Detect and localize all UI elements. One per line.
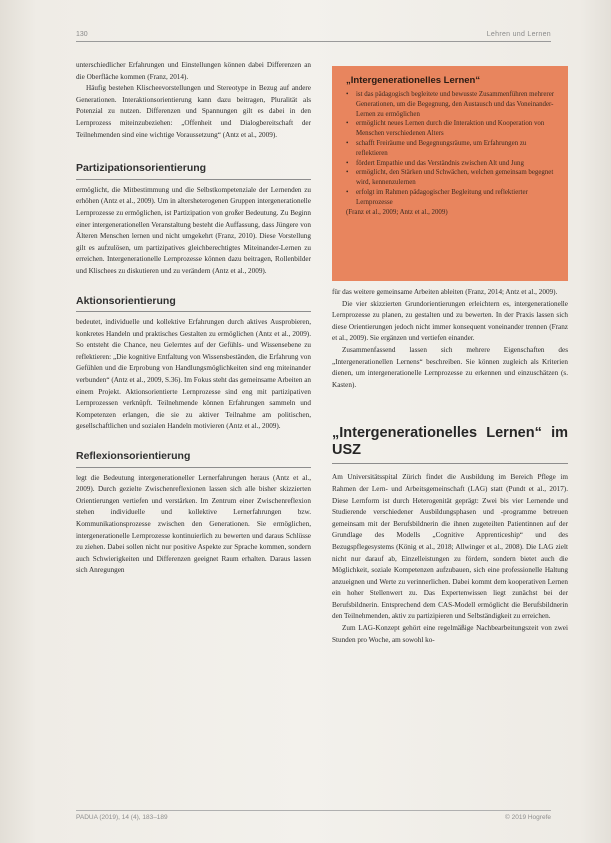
heading-underline (332, 463, 568, 464)
box-list-item: • ermöglicht, den Stärken und Schwächen, welchen gemeinsam begegnet wird, kennenzulernen (346, 168, 558, 188)
paragraph: legt die Bedeutung intergenerationeller Lernerfahrungen heraus (Antz et al., 2009). Durch gezielte Zwischenreflexionen lassen sich alle bisher skizzierten Orientierungen vertiefen und verstärken. Im Zentrum einer Zwischenreflexion stehen individuelle und kollektive Lernerfahrungen bzw. Kommunikationsprozesse zwischen den Generationen. Sie ermöglichen, intergenerationelle Lernprozesse kontinuierlich zu bewerten und daraus Schlüsse zu ziehen. Dabei sollen nicht nur positive Aspekte zur Sprache kommen, sondern auch Schwierigkeiten und Differenzen geeignet Raum erhalten. Daraus lassen sich Anregungen (76, 473, 311, 575)
footer-publisher: © 2019 Hogrefe (505, 814, 551, 821)
paragraph: Häufig bestehen Klischeevorstellungen und Stereotype in Bezug auf andere Generationen. Interaktionsorientierung kann dazu beitragen, Pluralität als Potenzial zu nutzen. Differenzen und Spannungen gilt es dabei in den Lernprozess miteinzubeziehen: „Offenheit und Dialogbereitschaft der Teilnehmenden sind eine wichtige Voraussetzung“ (Antz et al., 2009). (76, 84, 311, 139)
definition-box (332, 66, 568, 281)
right-column (332, 287, 568, 646)
heading-underline (76, 311, 311, 312)
page-number: 130 (76, 31, 88, 38)
heading-underline (76, 179, 311, 180)
section-heading-reflexion: Reflexionsorientierung (76, 450, 191, 463)
header-rule (76, 41, 551, 42)
box-list-item: • fördert Empathie und das Verständnis zwischen Alt und Jung (346, 159, 558, 169)
paragraph: Am Universitätsspital Zürich findet die Ausbildung im Bereich Pflege im Rahmen der Lern- und Arbeitsgemeinschaft (LAG) statt (Pundt et al., 2017). Diese Lernform ist durch Heterogenität geprägt: Zwei bis vier Lernende und Studierende verschiedener Ausbildungsphasen und -programme betreuen gemeinsam mit der Berufsbildnerin die ihnen zugeteilten Patientinnen auf der Grundlage des Modells „Cognitive Apprenticeship“ und des Bezugspflegesystems (König et al., 2018; Allwinger et al., 2008). Die LAG zielt nicht nur darauf ab, Einzelleistungen zu fördern, sondern bietet auch die Möglichkeit, soziale Kompetenzen aufzubauen, sich eine professionelle Haltung anzueignen und Werte zu verinnerlichen. Dabei kommt dem kooperativen Lernen ein hoher Stellenwert zu. Das Expertenwissen liegt zunächst bei der Berufsbildnerin. Entsprechend dem CAS-Modell ermöglicht die Berufsbildnerin den Teilnehmenden, aktiv zu partizipieren und Selbständigkeit zu erreichen. (332, 473, 568, 621)
paragraph: Zusammenfassend lassen sich mehrere Eigenschaften des „Intergenerationellen Lernens“ beschreiben. Sie können zugleich als Kriterien dienen, um intergenerationelle Lernprozesse zu erkennen und einzuschätzen (s. Kasten). (332, 345, 568, 389)
box-list-item: • schafft Freiräume und Begegnungsräume, um Erfahrungen zu reflektieren (346, 139, 558, 159)
section-heading-usz: „Intergenerationelles Lernen“ im USZ (332, 425, 568, 459)
paragraph: unterschiedlicher Erfahrungen und Einstellungen können dabei Differenzen an die Oberfläche kommen (Franz, 2014). (76, 61, 311, 81)
footer-citation: PADUA (2019), 14 (4), 183–189 (76, 814, 168, 821)
section-heading-aktion: Aktionsorientierung (76, 294, 176, 307)
paragraph: für das weitere gemeinsame Arbeiten ableiten (Franz, 2014; Antz et al., 2009). (332, 288, 558, 296)
box-list-item: • erfolgt im Rahmen pädagogischer Begleitung und reflektierter Lernprozesse (346, 188, 558, 208)
heading-underline (76, 467, 311, 468)
footer-rule (76, 810, 551, 811)
paragraph: Die vier skizzierten Grundorientierungen erleichtern es, intergenerationelle Lernprozesse zu planen, zu gestalten und zu bewerten. In der Praxis lassen sich diese Orientierungen jedoch nicht immer konsequent voneinander trennen (Franz et al., 2009). Sie ergänzen und vertiefen einander. (332, 299, 568, 343)
paragraph: ermöglicht, die Mitbestimmung und die Selbstkompetenziale der Lernenden zu erhöhen (Antz et al., 2009). Um in altersheterogenen Gruppen intergenerationelle Lernprozesse zu ermöglichen, ist Partizipation von großer Bedeutung. Zu Beginn einer intergenerationellen Veranstaltung besteht die Auffassung, dass Jüngere von Älteren Menschen lernen und nicht umgekehrt (Franz, 2010). Diese Vorstellung gilt es aufzulösen, um partizipatives gleichberechtigtes Miteinander-Lernen zu erreichen. Intergenerationelle Lernprozesse können dazu beitragen, Rollenbilder und Klischees zu diskutieren und zu verändern (Antz et al., 2009). (76, 185, 311, 275)
box-title: „Intergenerationelles Lernen“ (346, 75, 481, 86)
left-column (76, 60, 311, 577)
paragraph: bedeutet, individuelle und kollektive Erfahrungen durch aktives Ausprobieren, konkretes Handeln und praktisches Gestalten zu ermöglichen (Antz et al., 2009). So entsteht die Chance, neu Gelerntes auf der Gefühls- und Wissensebene zu reflektieren: „Die kognitive Entfaltung von Wissensbeständen, die Erfahrung von Gefühlen und die Erprobung von Handlungsmöglichkeiten sind eng miteinander verbunden“ (Antz et al., 2009, S.36). Im Fokus steht das gemeinsame Arbeiten an einem Projekt. Aktionsorientierte Lernprozesse sind eng mit partizipativen Lernprozessen verknüpft. Teilnehmende können Erfahrungen sammeln und Kompetenzen erlangen, die sie zu aktiver Teilnahme am politischen, gesellschaftlichen und sozialen Handeln motivieren (Antz et al., 2009). (76, 318, 311, 431)
paragraph: Zum LAG-Konzept gehört eine regelmäßige Nachbearbeitungszeit von zwei Stunden pro Woche, am sowohl ko- (332, 624, 568, 644)
box-list-item: • ermöglicht neues Lernen durch die Interaktion und Kooperation von Menschen verschiedenen Alters (346, 119, 558, 139)
section-heading-partizipation: Partizipationsorientierung (76, 162, 207, 175)
box-source: (Franz et al., 2009; Antz et al., 2009) (346, 208, 448, 216)
running-header-section: Lehren und Lernen (486, 31, 551, 38)
box-list-item: • ist das pädagogisch begleitete und bewusste Zusammenführen mehrerer Generationen, um die Begegnung, den Austausch und das Voneinander-Lernen zu ermöglichen (346, 90, 558, 119)
box-list (332, 90, 568, 208)
